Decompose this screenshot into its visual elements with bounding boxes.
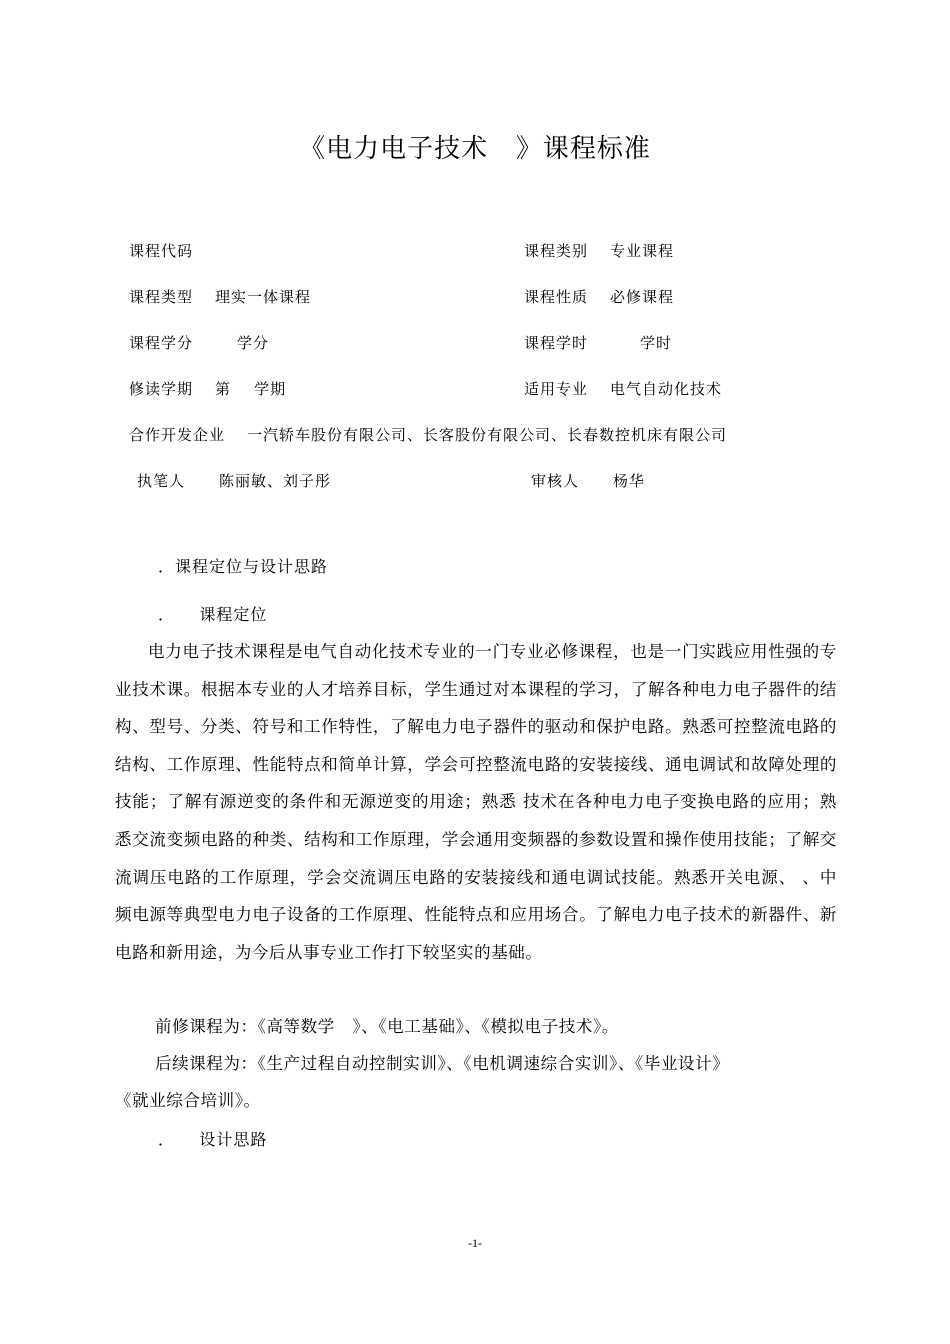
section-heading: ．课程定位与设计思路 [158, 557, 329, 576]
prerequisite-courses: 前修课程为：《高等数学 》、《电工基础》、《模拟电子技术》。 [155, 1017, 619, 1036]
page-title: 《电力电子技术 》课程标准 [299, 134, 651, 164]
author: 执笔人 陈丽敏、刘子彤 [137, 472, 332, 490]
course-positioning-paragraph: 电力电子技术课程是电气自动化技术专业的一门专业必修课程，也是一门实践应用性强的专业技术课。根据本专业的人才培养目标，学生通过对本课程的学习，了解各种电力电子器件的结构、型号、分类、符号和工作特性，了解电力电子器件的驱动和保护电路。熟悉可控整流电路的结构、工作原理、性能特点和简单计算，学会可控整流电路的安装接线、通电调试和故障处理的技能；了解有源逆变的条件和无源逆变的用途；熟悉 技术在各种电力电子变换电路的应用；熟悉交流变频电路的种类、结构和工作原理，学会通用变频器的参数设置和操作使用技能；了解交流调压电路的工作原理，学会交流调压电路的安装接线和通电调试技能。熟悉开关电源、 、中频电源等典型电力电子设备的工作原理、性能特点和应用场合。了解电力电子技术的新器件、新电路和新用途，为今后从事专业工作打下较坚实的基础。 [115, 642, 837, 962]
course-nature: 课程性质 必修课程 [524, 288, 675, 306]
reviewer: 审核人 杨华 [531, 472, 646, 490]
applicable-major: 适用专业 电气自动化技术 [524, 380, 723, 398]
partner-enterprise: 合作开发企业 一汽轿车股份有限公司、长客股份有限公司、长春数控机床有限公司 [129, 426, 728, 444]
course-category: 课程类别 专业课程 [524, 242, 675, 260]
course-hours: 课程学时 学时 [524, 334, 673, 352]
course-type: 课程类型 理实一体课程 [129, 288, 312, 306]
followup-courses-line2: 《就业综合培训》。 [115, 1091, 261, 1110]
subsection-heading: ． 课程定位 [158, 605, 268, 624]
subsection-heading-design: ． 设计思路 [158, 1130, 268, 1149]
page-number: -1- [468, 1236, 482, 1250]
semester: 修读学期 第 学期 [129, 380, 287, 398]
followup-courses-line1: 后续课程为：《生产过程自动控制实训》、《电机调速综合实训》、《毕业设计》 [155, 1054, 730, 1073]
course-code-label: 课程代码 [129, 242, 194, 260]
course-credits: 课程学分 学分 [129, 334, 270, 352]
